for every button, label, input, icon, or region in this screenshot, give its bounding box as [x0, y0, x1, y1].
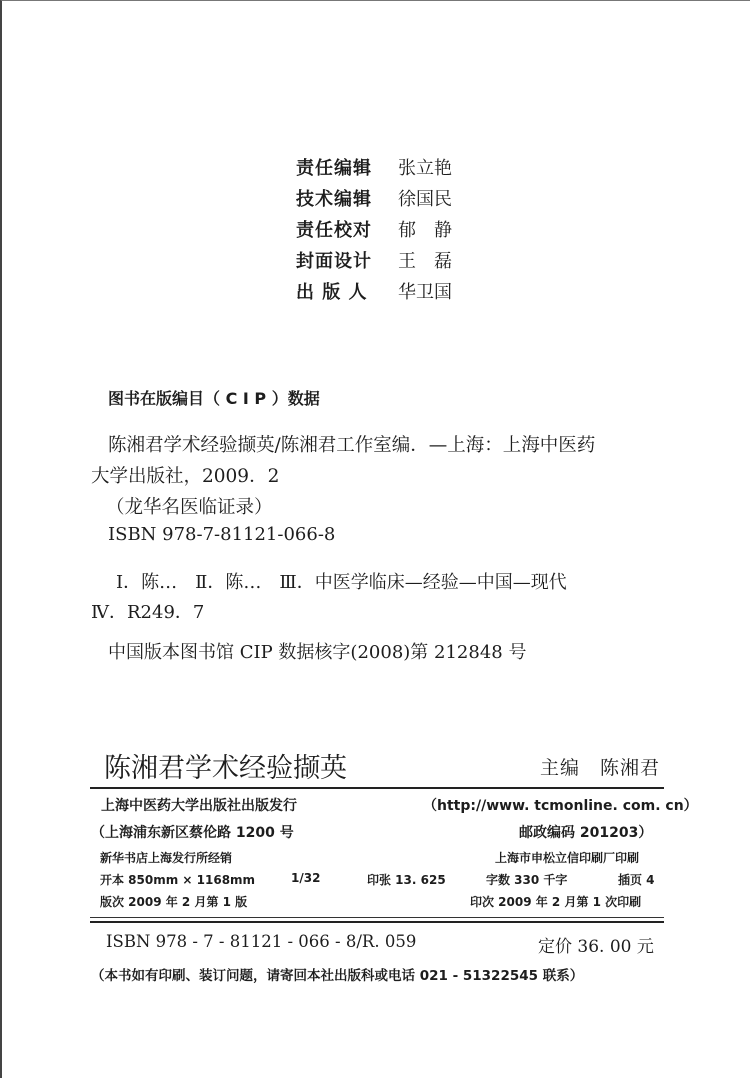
staff-value-publisher: 华卫国	[398, 282, 452, 303]
publisher-line: 上海中医药大学出版社出版发行	[101, 798, 297, 814]
cip-isbn: ISBN 978-7-81121-066-8	[108, 524, 336, 545]
cip-heading: 图书在版编目（ C I P ）数据	[108, 389, 320, 408]
website: （http://www. tcmonline. com. cn）	[423, 798, 698, 814]
colophon-isbn: ISBN 978 - 7 - 81121 - 066 - 8/R. 059	[106, 932, 417, 951]
staff-value-cover-design: 王 磊	[398, 251, 452, 272]
cip-line-2: 大学出版社，2009．2	[91, 466, 280, 487]
fold: 1/32	[291, 871, 321, 885]
printed-sheets: 印张 13. 625	[367, 873, 446, 887]
rule-thin	[90, 917, 664, 918]
price: 定价 36. 00 元	[538, 937, 654, 957]
staff-label-proofreader: 责任校对	[296, 220, 372, 241]
format: 开本 850mm × 1168mm	[100, 873, 256, 887]
quality-notice: （本书如有印刷、装订问题，请寄回本社出版科或电话 021 - 51322545 联系）	[91, 968, 584, 984]
staff-value-proofreader: 郁 静	[398, 220, 452, 241]
staff-label-editor: 责任编辑	[296, 158, 372, 179]
postcode: 邮政编码 201203）	[519, 825, 653, 841]
rule-thick-top	[90, 787, 664, 789]
printing: 印次 2009 年 2 月第 1 次印刷	[470, 895, 642, 909]
address: （上海浦东新区蔡伦路 1200 号	[91, 825, 294, 841]
distributor: 新华书店上海发行所经销	[100, 851, 233, 865]
cip-series: （龙华名医临证录）	[106, 497, 273, 518]
staff-label-cover-design: 封面设计	[296, 251, 372, 272]
word-count: 字数 330 千字	[486, 873, 568, 887]
chief-editor: 主编 陈湘君	[540, 757, 661, 779]
staff-label-tech-editor: 技术编辑	[296, 189, 372, 210]
printer: 上海市申松立信印刷厂印刷	[495, 851, 640, 865]
cip-classification-1: Ⅰ．陈… Ⅱ．陈… Ⅲ．中医学临床—经验—中国—现代	[116, 572, 567, 593]
rule-thick-bottom	[90, 921, 664, 923]
cip-classification-2: Ⅳ．R249．7	[91, 602, 205, 623]
cip-line-1: 陈湘君学术经验撷英/陈湘君工作室编．—上海：上海中医药	[108, 435, 596, 456]
book-title: 陈湘君学术经验撷英	[104, 753, 347, 784]
edition: 版次 2009 年 2 月第 1 版	[100, 895, 248, 909]
cip-record-number: 中国版本图书馆 CIP 数据核字(2008)第 212848 号	[108, 642, 527, 663]
staff-value-editor: 张立艳	[398, 158, 452, 179]
staff-label-publisher: 出 版 人	[296, 282, 368, 303]
staff-value-tech-editor: 徐国民	[398, 189, 452, 210]
plates: 插页 4	[618, 873, 655, 887]
